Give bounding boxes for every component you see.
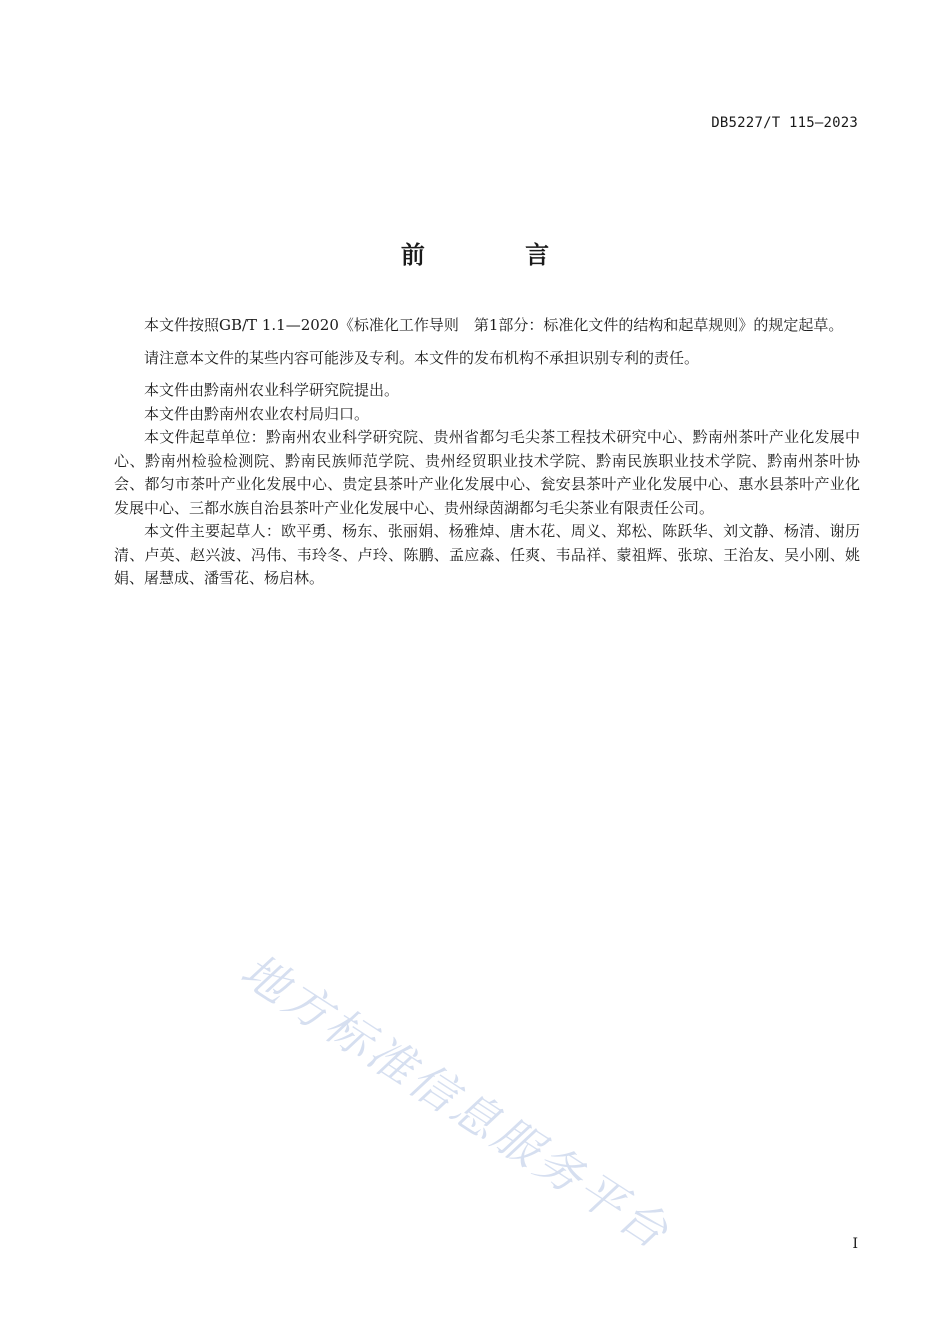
paragraph-drafters: 本文件主要起草人：欧平勇、杨东、张丽娟、杨雅焯、唐木花、周义、郑松、陈跃华、刘文静、杨清、谢历清、卢英、赵兴波、冯伟、韦玲冬、卢玲、陈鹏、孟应淼、任爽、韦品祥、蒙祖辉、张琼、王治友、吴小刚、姚娟、屠慧成、潘雪花、杨启林。 — [114, 522, 860, 587]
paragraph-proposer: 本文件由黔南州农业科学研究院提出。 — [144, 381, 400, 399]
foreword-body — [114, 314, 860, 591]
paragraph-patent-notice: 请注意本文件的某些内容可能涉及专利。本文件的发布机构不承担识别专利的责任。 — [144, 348, 700, 367]
section-title: 前 言 — [400, 241, 596, 269]
paragraph-administrator: 本文件由黔南州农业农村局归口。 — [144, 404, 370, 423]
document-code: DB5227/T 115—2023 — [711, 115, 858, 131]
paragraph-standard-basis: 本文件按照GB/T 1.1—2020《标准化工作导则 第1部分：标准化文件的结构和起草规则》的规定起草。 — [144, 316, 844, 334]
watermark-text: 地方标准信息服务平台 — [231, 942, 681, 1261]
page-number: I — [852, 1236, 858, 1252]
paragraph-drafting-units: 本文件起草单位：黔南州农业科学研究院、贵州省都匀毛尖茶工程技术研究中心、黔南州茶叶产业化发展中心、黔南州检验检测院、黔南民族师范学院、贵州经贸职业技术学院、黔南民族职业技术学院、黔南州茶叶协会、都匀市茶叶产业化发展中心、贵定县茶叶产业化发展中心、瓮安县茶叶产业化发展中心、惠水县茶叶产业化发展中心、三都水族自治县茶叶产业化发展中心、贵州绿茵湖都匀毛尖茶业有限责任公司。 — [114, 428, 860, 517]
